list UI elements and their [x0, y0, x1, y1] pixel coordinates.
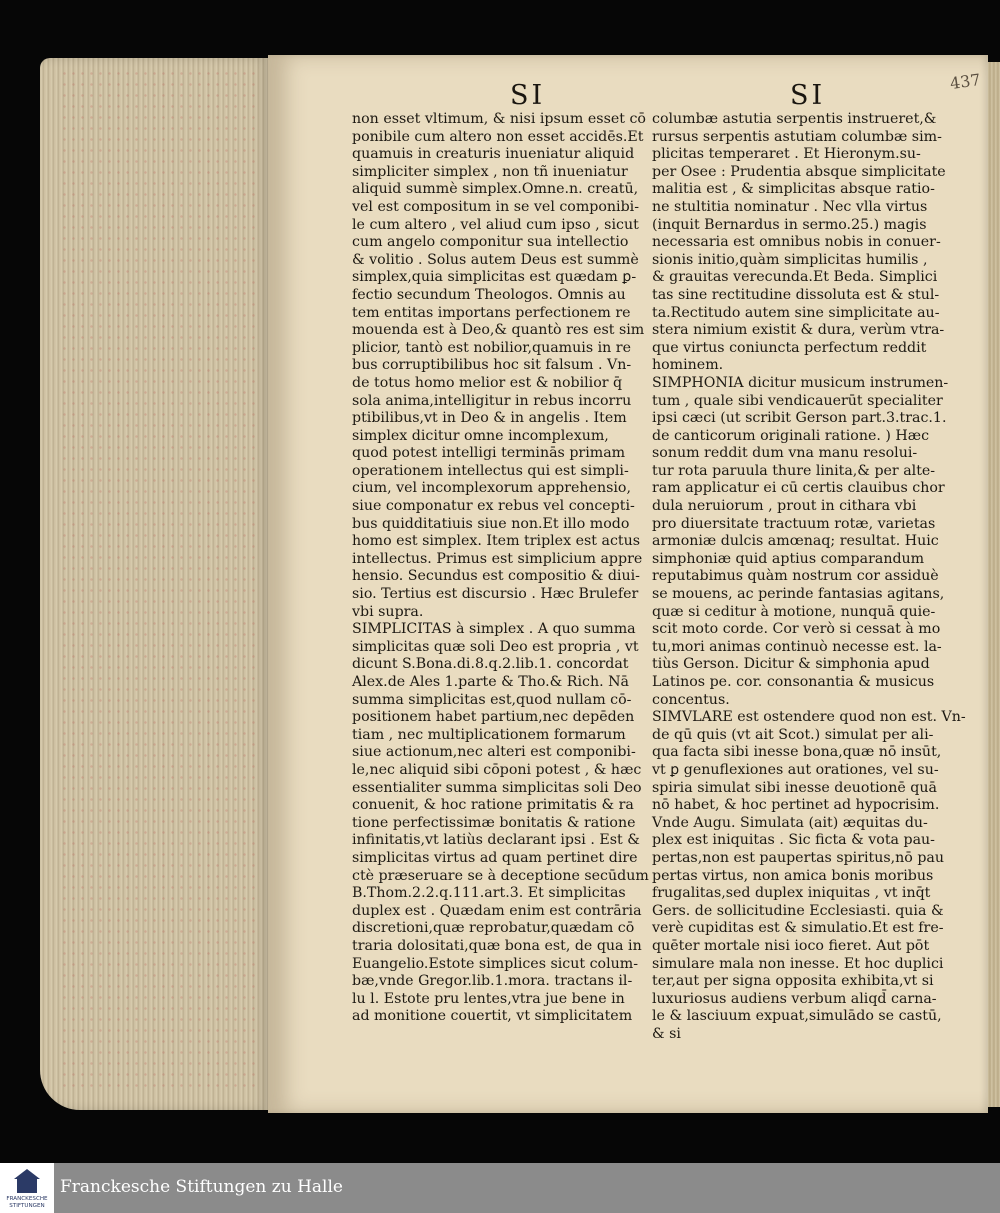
running-head-right: SI — [790, 80, 826, 111]
text-line: reputabimus quàm nostrum cor assiduè — [652, 568, 939, 585]
text-line: le,nec aliquid sibi cōponi potest , & hæc — [352, 761, 642, 778]
text-line: lu l. Estote pru lentes,vtra jue bene in — [352, 990, 625, 1007]
text-line: vt ꝑ genuflexiones aut orationes, vel su- — [652, 761, 939, 778]
footer-bar — [0, 1163, 1000, 1213]
text-line: Euangelio.Estote simplices sicut colum- — [352, 955, 639, 972]
page-number: 437 — [948, 69, 982, 94]
text-line: plicitas temperaret . Et Hieronym.su- — [652, 146, 921, 163]
text-line: tas sine rectitudine dissoluta est & stul- — [652, 286, 940, 303]
text-line: infinitatis,vt latiùs declarant ipsi . Est & — [352, 832, 640, 849]
text-line: sio. Tertius est discursio . Hæc Brulefer — [352, 586, 639, 603]
text-line: ipsi cæci (ut scribit Gerson part.3.trac.1. — [652, 410, 947, 427]
text-line: nō habet, & hoc pertinet ad hypocrisim. — [652, 797, 940, 814]
text-line: le cum altero , vel aliud cum ipso , sicut — [352, 216, 639, 233]
text-line: quēter mortale nisi ioco fieret. Aut pōt — [652, 937, 930, 954]
text-line: quamuis in creaturis inueniatur aliquid — [352, 146, 635, 163]
logo-text: FRANCKESCHE STIFTUNGEN — [6, 1196, 48, 1209]
text-line: tiam , nec multiplicationem formarum — [352, 726, 626, 743]
text-line: operationem intellectus qui est simpli- — [352, 462, 629, 479]
text-line: scit moto corde. Cor verò si cessat à mo — [652, 621, 941, 638]
text-line: de qū quis (vt ait Scot.) simulat per ali- — [652, 726, 934, 743]
text-line: ram applicatur ei cū certis clauibus chor — [652, 480, 945, 497]
text-line: Vnde Augu. Simulata (ait) æquitas du- — [652, 814, 928, 831]
logo-roof-icon — [14, 1169, 40, 1179]
text-line: frugalitas,sed duplex iniquitas , vt inq̄t — [652, 885, 931, 902]
text-line: essentialiter summa simplicitas soli Deo — [352, 779, 642, 796]
text-line: bæ,vnde Gregor.lib.1.mora. tractans il- — [352, 973, 633, 990]
text-line: tur rota paruula thure linita,& per alte- — [652, 462, 936, 479]
text-line: quæ si ceditur à motione, nunquā quie- — [652, 603, 936, 620]
text-line: simplex,quia simplicitas est quædam ꝑ- — [352, 269, 637, 286]
text-line: tem entitas importans perfectionem re — [352, 304, 631, 321]
text-line: cium, vel incomplexorum apprehensio, — [352, 480, 631, 497]
institution-logo[interactable] — [0, 1163, 54, 1213]
text-line: de canticorum originali ratione. ) Hæc — [652, 427, 930, 444]
text-line: pertas virtus, non amica bonis moribus — [652, 867, 934, 884]
text-line: simpliciter simplex , non tñ inueniatur — [352, 163, 628, 180]
text-line: homo est simplex. Item triplex est actus — [352, 533, 641, 550]
text-line: vel est compositum in se vel componibi- — [352, 198, 640, 215]
text-line: tu,mori animas continuò necesse est. la- — [652, 638, 942, 655]
text-line: ponibile cum altero non esset accidēs.Et — [352, 128, 644, 145]
text-line: plicior, tantò est nobilior,quamuis in re — [352, 339, 631, 356]
text-line: sola anima,intelligitur in rebus incorru — [352, 392, 632, 409]
text-line: simplex dicitur omne incomplexum, — [352, 427, 609, 444]
text-line: summa simplicitas est,quod nullam cō- — [352, 691, 632, 708]
text-line: vbi supra. — [352, 603, 424, 620]
running-head-left: SI — [510, 80, 546, 111]
text-line: columbæ astutia serpentis instrueret,& — [652, 111, 937, 127]
text-line: siue componatur ex rebus vel concepti- — [352, 498, 635, 515]
text-line: B.Thom.2.2.q.111.art.3. Et simplicitas — [352, 885, 626, 902]
text-line: necessaria est omnibus nobis in conuer- — [652, 234, 941, 251]
text-line: malitia est , & simplicitas absque ratio- — [652, 181, 935, 198]
text-line: SIMVLARE est ostendere quod non est. Vn- — [652, 709, 966, 726]
text-line: armoniæ dulcis amœnaq; resultat. Huic — [652, 533, 939, 550]
text-line: simplicitas quæ soli Deo est propria , vt — [352, 638, 639, 655]
text-line: ta.Rectitudo autem sine simplicitate au- — [652, 304, 940, 321]
text-line: non esset vltimum, & nisi ipsum esset cō — [352, 111, 646, 127]
text-line: SIMPLICITAS à simplex . A quo summa — [352, 621, 636, 638]
text-line: discretioni,quæ reprobatur,quædam cō — [352, 920, 635, 937]
text-line: Latinos pe. cor. consonantia & musicus — [652, 674, 935, 690]
text-line: tione perfectissimæ bonitatis & ratione — [352, 814, 636, 831]
text-line: bus corruptibilibus hoc sit falsum . Vn- — [352, 357, 632, 374]
text-line: que virtus coniuncta perfectum reddit — [652, 339, 927, 356]
text-line: pertas,non est paupertas spiritus,nō pau — [652, 849, 945, 866]
text-line: Gers. de sollicitudine Ecclesiasti. quia & — [652, 902, 944, 919]
text-line: luxuriosus audiens verbum aliqd̄ carna- — [652, 990, 937, 1007]
text-line: aliquid summè simplex.Omne.n. creatū, — [352, 181, 639, 198]
logo-house-icon — [17, 1179, 37, 1193]
text-line: per Osee : Prudentia absque simplicitate — [652, 163, 946, 180]
text-line: sionis initio,quàm simplicitas humilis , — [652, 251, 928, 268]
text-line: fectio secundum Theologos. Omnis au — [352, 286, 626, 303]
text-line: dicunt S.Bona.di.8.q.2.lib.1. concordat — [352, 656, 629, 673]
text-line: de totus homo melior est & nobilior q̄ — [352, 374, 623, 391]
book-page-edges — [40, 58, 270, 1110]
text-line: bus quidditatiuis siue non.Et illo modo — [352, 515, 630, 532]
text-line: & volitio . Solus autem Deus est summè — [352, 251, 639, 268]
text-line: ter,aut per signa opposita exhibita,vt si — [652, 973, 934, 990]
text-line: intellectus. Primus est simplicium appre — [352, 550, 643, 567]
text-line: tiùs Gerson. Dicitur & simphonia apud — [652, 656, 930, 673]
text-line: qua facta sibi inesse bona,quæ nō insūt, — [652, 744, 942, 761]
institution-name[interactable]: Franckesche Stiftungen zu Halle — [60, 1177, 343, 1197]
text-line: ne stultitia nominatur . Nec vlla virtus — [652, 198, 928, 215]
text-line: conuenit, & hoc ratione primitatis & ra — [352, 797, 634, 814]
text-line: hensio. Secundus est compositio & diui- — [352, 568, 640, 585]
text-line: sonum reddit dum vna manu resolui- — [652, 445, 918, 462]
text-line: ad monitione couertit, vt simplicitatem — [352, 1008, 633, 1025]
text-line: duplex est . Quædam enim est contrāria — [352, 902, 642, 919]
text-line: concentus. — [652, 691, 730, 708]
text-line: le & lasciuum expuat,simulādo se castū, — [652, 1008, 942, 1025]
text-line: tum , quale sibi vendicauerūt specialiter — [652, 392, 943, 409]
text-line: dula neruiorum , prout in cithara vbi — [652, 498, 917, 515]
text-line: traria dolositati,quæ bona est, de qua in — [352, 937, 642, 954]
text-line: simphoniæ quid aptius comparandum — [652, 550, 925, 567]
text-line: (inquit Bernardus in sermo.25.) magis — [652, 216, 927, 233]
text-line: & grauitas verecunda.Et Beda. Simplici — [652, 269, 938, 286]
text-line: ptibilibus,vt in Deo & in angelis . Item — [352, 410, 627, 427]
text-line: simulare mala non inesse. Et hoc duplici — [652, 955, 944, 972]
text-line: hominem. — [652, 357, 724, 374]
text-line: quod potest intelligi terminās primam — [352, 445, 626, 462]
text-line: spiria simulat sibi inesse deuotionē quā — [652, 779, 937, 796]
text-line: ctè præseruare se à deceptione secūdum — [352, 867, 649, 884]
text-line: siue actionum,nec alteri est componibi- — [352, 744, 636, 761]
text-line: verè cupiditas est & simulatio.Et est fre- — [652, 920, 944, 937]
text-column-left — [352, 111, 649, 1026]
text-line: & si — [652, 1025, 681, 1042]
text-line: SIMPHONIA dicitur musicum instrumen- — [652, 374, 949, 391]
text-line: plex est iniquitas . Sic ficta & vota pau- — [652, 832, 935, 849]
text-line: simplicitas virtus ad quam pertinet dire — [352, 849, 638, 866]
text-line: se mouens, ac perinde fantasias agitans, — [652, 586, 945, 603]
text-column-right — [652, 111, 966, 1043]
text-line: rursus serpentis astutiam columbæ sim- — [652, 128, 942, 145]
text-line: Alex.de Ales 1.parte & Tho.& Rich. Nā — [352, 674, 629, 690]
text-line: mouenda est à Deo,& quantò res est sim — [352, 322, 645, 339]
text-line: stera nimium existit & dura, verùm vtra- — [652, 322, 945, 339]
book-right-edge — [988, 62, 1000, 1107]
text-line: positionem habet partium,nec depēden — [352, 709, 635, 726]
text-line: cum angelo componitur sua intellectio — [352, 234, 629, 251]
text-line: pro diuersitate tractuum rotæ, varietas — [652, 515, 936, 532]
